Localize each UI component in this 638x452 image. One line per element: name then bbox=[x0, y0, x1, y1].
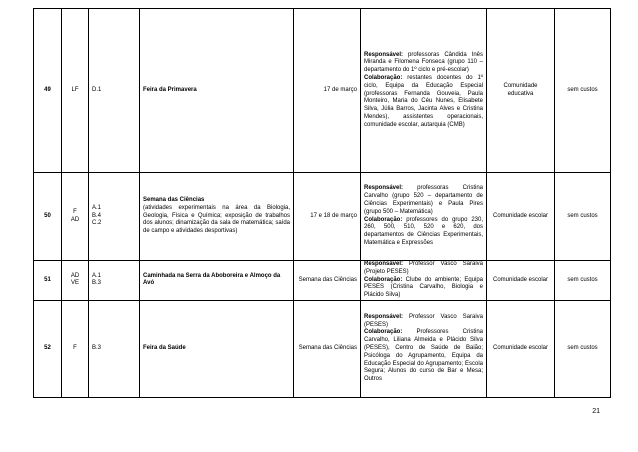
activity-type-line: VE bbox=[70, 280, 79, 287]
table-row bbox=[34, 300, 611, 397]
responsible-text: Professor Vasco Saraiva (PESES) bbox=[364, 313, 484, 328]
table-row bbox=[34, 261, 611, 301]
objective-code-line: C.2 bbox=[92, 220, 102, 227]
activity-date: Semana das Ciências bbox=[298, 345, 357, 352]
activity-number-cell bbox=[34, 173, 62, 261]
responsible-text: Professor Vasco Saraiva (Projeto PESES) bbox=[364, 261, 484, 275]
responsible-label: Responsável: bbox=[364, 261, 404, 267]
target-audience-cell bbox=[487, 9, 555, 173]
activity-date-cell bbox=[294, 173, 361, 261]
collaboration-text: restantes docentes do 1º ciclo, Equipa da Educação Especial (professoras Fernanda Gouveia, Paula Monteiro, Maria do Céu Nunes, Elisabete Silva, Júlia Barros, Jacinta Alves e Cristina Mendes), assistentes operacionais, comunidade escolar, autarquia (CMB) bbox=[364, 74, 483, 128]
activity-name-cell bbox=[140, 261, 294, 301]
responsible-label: Responsável: bbox=[364, 51, 404, 58]
responsible-cell bbox=[361, 9, 487, 173]
activity-number: 50 bbox=[44, 212, 51, 219]
collaboration-label: Colaboração: bbox=[364, 329, 403, 336]
cost-value: sem custos bbox=[567, 276, 598, 283]
responsible-label: Responsável: bbox=[364, 185, 404, 192]
target-audience: Comunidade escolar bbox=[492, 212, 549, 219]
responsible-label: Responsável: bbox=[364, 313, 404, 320]
activity-date: 17 e 18 de março bbox=[310, 212, 357, 219]
activity-description: (atividades experimentais na área da Biologia, Geologia, Física e Química; exposição de trabalhos dos alunos; dinamização da sala de matemática; saída de campo e atividades desportivas) bbox=[143, 204, 290, 235]
collaboration-text: professores do grupo 230, 260, 500, 510, 520 e 620, dos departamentos de Ciências Experimentais, Matemática e Expressões bbox=[364, 216, 483, 246]
cost-cell bbox=[555, 173, 611, 261]
activity-name-cell bbox=[140, 300, 294, 397]
activity-type-cell bbox=[62, 261, 89, 301]
activity-name: Semana das Ciências bbox=[143, 197, 205, 203]
responsible-text: professoras Cândida Inês Miranda e Filomena Fonseca (grupo 110 – departamento do 1º ciclo e pré-escolar) bbox=[364, 51, 483, 74]
activities-table bbox=[33, 8, 611, 398]
activity-name: Feira da Primavera bbox=[143, 86, 197, 93]
activity-date-cell bbox=[294, 300, 361, 397]
activity-type-line: F bbox=[73, 208, 77, 215]
table-row bbox=[34, 9, 611, 173]
cost-cell bbox=[555, 261, 611, 301]
objective-code-cell bbox=[89, 261, 140, 301]
cost-cell bbox=[555, 9, 611, 173]
objective-code-line: B.3 bbox=[92, 345, 102, 352]
activity-name-cell bbox=[140, 9, 294, 173]
activity-name: Feira da Saúde bbox=[143, 345, 186, 352]
responsible-text: professoras Cristina Carvalho (grupo 520 – departamento de Ciências Experimentais) e Paula Pires (grupo 500 – Matemática) bbox=[364, 185, 484, 215]
activity-type-line: F bbox=[73, 345, 77, 352]
activity-number: 49 bbox=[44, 86, 51, 93]
activity-number-cell bbox=[34, 300, 62, 397]
activity-type-line: AD bbox=[70, 272, 80, 279]
activity-number: 51 bbox=[44, 276, 51, 283]
objective-code-cell bbox=[89, 9, 140, 173]
target-audience: Comunidade escolar bbox=[492, 345, 549, 352]
target-audience-cell bbox=[487, 261, 555, 301]
activity-type-line: AD bbox=[70, 216, 80, 223]
responsible-cell bbox=[361, 173, 487, 261]
activity-number: 52 bbox=[44, 345, 51, 352]
responsible-cell bbox=[361, 261, 487, 301]
activity-type-cell bbox=[62, 300, 89, 397]
target-audience-cell bbox=[487, 300, 555, 397]
activity-number-cell bbox=[34, 9, 62, 173]
responsible-cell bbox=[361, 300, 487, 397]
collaboration-text: Professores Cristina Carvalho, Liliana Almeida e Plácido Silva (PESES), Centro de Saúde de Baião; Psicóloga do Agrupamento, Equipa da Educação Especial do Agrupamento; Escola Segura; Alunos do curso de Bar e Mesa; Outros bbox=[364, 329, 483, 383]
cost-value: sem custos bbox=[567, 86, 598, 93]
collaboration-label: Colaboração: bbox=[364, 74, 403, 81]
collaboration-label: Colaboração: bbox=[364, 276, 403, 283]
cost-value: sem custos bbox=[567, 212, 598, 219]
activity-type-line: LF bbox=[71, 86, 79, 93]
objective-code-line: D.1 bbox=[92, 86, 102, 93]
objective-code-cell bbox=[89, 173, 140, 261]
activity-type-cell bbox=[62, 173, 89, 261]
objective-code-line: A.1 bbox=[92, 272, 102, 279]
collaboration-label: Colaboração: bbox=[364, 216, 403, 223]
objective-code-line: B.4 bbox=[92, 212, 102, 219]
activity-name-cell bbox=[140, 173, 294, 261]
activity-type-cell bbox=[62, 9, 89, 173]
cost-value: sem custos bbox=[567, 345, 598, 352]
objective-code-cell bbox=[89, 300, 140, 397]
collaboration-text: Clube do ambiente; Equipa PESES (Cristina Carvalho, Biologia e Plácido Silva) bbox=[364, 276, 484, 299]
activity-date: 17 de março bbox=[323, 86, 357, 93]
table-row bbox=[34, 173, 611, 261]
cost-cell bbox=[555, 300, 611, 397]
objective-code-line: A.1 bbox=[92, 204, 102, 211]
target-audience: Comunidade escolar bbox=[492, 276, 549, 283]
activity-date: Semana das Ciências bbox=[298, 276, 357, 283]
activity-name: Caminhada na Serra da Aboboreira e Almoço da Avó bbox=[143, 272, 281, 287]
target-audience: Comunidade educativa bbox=[503, 82, 538, 97]
target-audience-cell bbox=[487, 173, 555, 261]
activity-date-cell bbox=[294, 261, 361, 301]
objective-code-line: B.3 bbox=[92, 280, 102, 287]
page-number: 21 bbox=[592, 408, 600, 415]
activity-number-cell bbox=[34, 261, 62, 301]
activity-date-cell bbox=[294, 9, 361, 173]
